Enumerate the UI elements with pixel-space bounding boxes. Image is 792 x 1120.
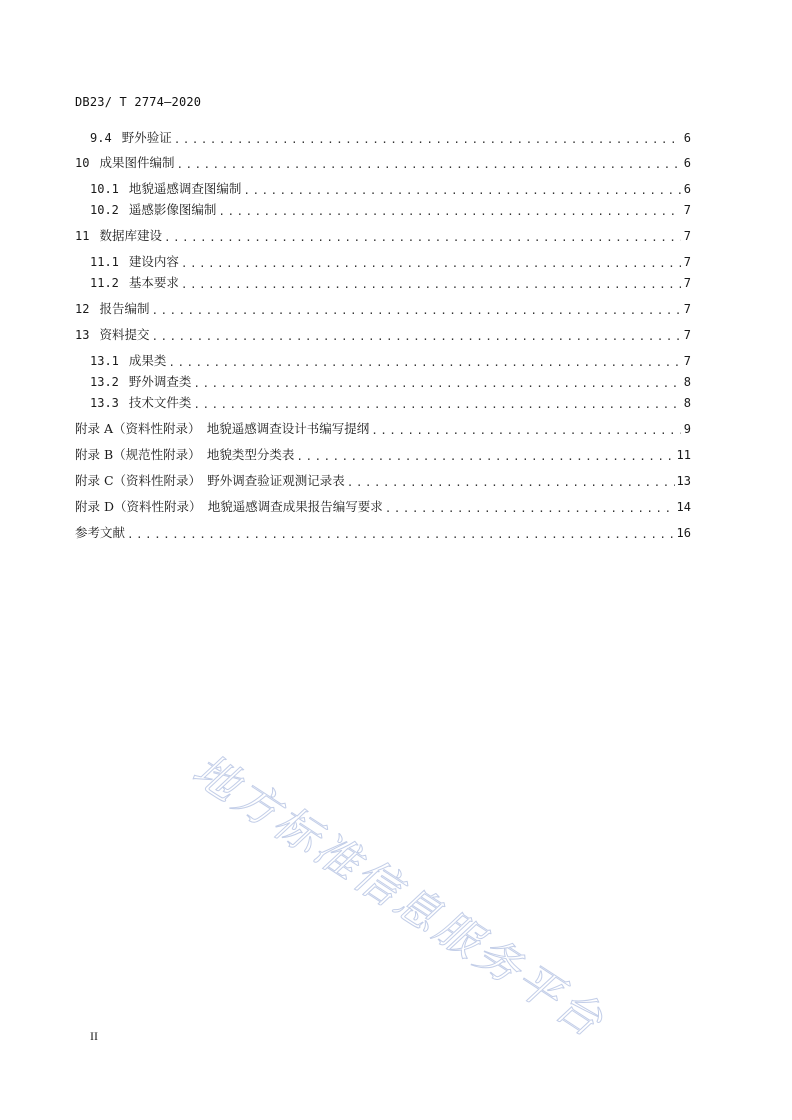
toc-entry-page: 7 xyxy=(683,229,691,243)
toc-entry-number: 11.1 xyxy=(90,255,119,269)
toc-entry-number: 10.2 xyxy=(90,203,119,217)
toc-dot-leader xyxy=(296,448,674,466)
toc-entry-10-1[interactable] xyxy=(75,180,691,198)
toc-entry-number: 13 xyxy=(75,328,90,342)
toc-entry-number: 13.1 xyxy=(90,354,119,368)
toc-entry-10-2[interactable] xyxy=(75,201,691,219)
toc-entry-number: 13.3 xyxy=(90,396,119,410)
toc-entry-page: 8 xyxy=(683,396,691,410)
toc-entry-13-3[interactable] xyxy=(75,394,691,412)
toc-entry-13[interactable] xyxy=(75,326,691,344)
toc-entry-page: 16 xyxy=(676,526,691,540)
toc-dot-leader xyxy=(181,276,681,294)
toc-entry-page: 7 xyxy=(683,255,691,269)
toc-entry-title: 遥感影像图编制 xyxy=(128,202,217,217)
toc-entry-title: 附录 D（资料性附录） 地貌遥感调查成果报告编写要求 xyxy=(75,499,383,514)
toc-entry-page: 14 xyxy=(676,500,691,514)
toc-dot-leader xyxy=(218,203,681,221)
toc-entry-number: 9.4 xyxy=(90,131,112,145)
toc-entry-title: 野外调查类 xyxy=(128,374,192,389)
toc-dot-leader xyxy=(193,396,681,414)
toc-entry-page: 6 xyxy=(683,131,691,145)
toc-entry-title: 数据库建设 xyxy=(99,228,162,243)
toc-dot-leader xyxy=(385,500,675,518)
toc-entry-title: 报告编制 xyxy=(99,301,150,316)
toc-entry-appendix-c[interactable] xyxy=(75,472,691,490)
toc-entry-page: 7 xyxy=(683,328,691,342)
toc-dot-leader xyxy=(371,422,681,440)
toc-dot-leader xyxy=(151,302,681,320)
toc-entry-page: 6 xyxy=(683,182,691,196)
toc-entry-page: 7 xyxy=(683,203,691,217)
toc-dot-leader xyxy=(168,354,681,372)
document-code-header: DB23/ T 2774—2020 xyxy=(75,95,202,109)
toc-entry-title: 附录 C（资料性附录） 野外调查验证观测记录表 xyxy=(75,473,345,488)
toc-entry-title: 基本要求 xyxy=(128,275,179,290)
toc-entry-number: 11 xyxy=(75,229,90,243)
toc-entry-appendix-d[interactable] xyxy=(75,498,691,516)
toc-entry-title: 资料提交 xyxy=(99,327,150,342)
toc-entry-number: 10 xyxy=(75,156,90,170)
toc-entry-title: 技术文件类 xyxy=(128,395,192,410)
toc-entry-title: 成果类 xyxy=(128,353,167,368)
toc-dot-leader xyxy=(176,156,681,174)
toc-entry-page: 11 xyxy=(676,448,691,462)
toc-entry-13-1[interactable] xyxy=(75,352,691,370)
toc-entry-page: 6 xyxy=(683,156,691,170)
toc-dot-leader xyxy=(243,182,681,200)
toc-entry-11[interactable] xyxy=(75,227,691,245)
toc-dot-leader xyxy=(193,375,681,393)
toc-dot-leader xyxy=(151,328,681,346)
toc-entry-page: 9 xyxy=(683,422,691,436)
toc-entry-11-2[interactable] xyxy=(75,274,691,292)
toc-entry-13-2[interactable] xyxy=(75,373,691,391)
toc-entry-title: 参考文献 xyxy=(75,525,126,540)
toc-entry-references[interactable] xyxy=(75,524,691,542)
toc-dot-leader xyxy=(127,526,675,544)
toc-entry-page: 7 xyxy=(683,354,691,368)
toc-entry-12[interactable] xyxy=(75,300,691,318)
toc-entry-page: 7 xyxy=(683,276,691,290)
toc-entry-title: 成果图件编制 xyxy=(99,155,175,170)
toc-entry-page: 8 xyxy=(683,375,691,389)
toc-entry-title: 野外验证 xyxy=(121,130,172,145)
toc-entry-appendix-a[interactable] xyxy=(75,420,691,438)
toc-entry-number: 11.2 xyxy=(90,276,119,290)
toc-entry-appendix-b[interactable] xyxy=(75,446,691,464)
toc-dot-leader xyxy=(347,474,675,492)
toc-entry-title: 建设内容 xyxy=(128,254,179,269)
toc-entry-10[interactable] xyxy=(75,154,691,172)
toc-dot-leader xyxy=(174,131,681,149)
toc-entry-title: 附录 A（资料性附录） 地貌遥感调查设计书编写提纲 xyxy=(75,421,370,436)
toc-entry-11-1[interactable] xyxy=(75,253,691,271)
toc-entry-page: 13 xyxy=(676,474,691,488)
toc-entry-title: 地貌遥感调查图编制 xyxy=(128,181,242,196)
toc-entry-title: 附录 B（规范性附录） 地貌类型分类表 xyxy=(75,447,295,462)
page-number-footer: II xyxy=(90,1029,98,1043)
toc-entry-number: 13.2 xyxy=(90,375,119,389)
toc-dot-leader xyxy=(181,255,681,273)
toc-entry-number: 10.1 xyxy=(90,182,119,196)
toc-entry-number: 12 xyxy=(75,302,90,316)
toc-entry-9-4[interactable] xyxy=(75,129,691,147)
toc-entry-page: 7 xyxy=(683,302,691,316)
toc-dot-leader xyxy=(164,229,681,247)
watermark-text: 地方标准信息服务平台 xyxy=(183,744,614,1049)
